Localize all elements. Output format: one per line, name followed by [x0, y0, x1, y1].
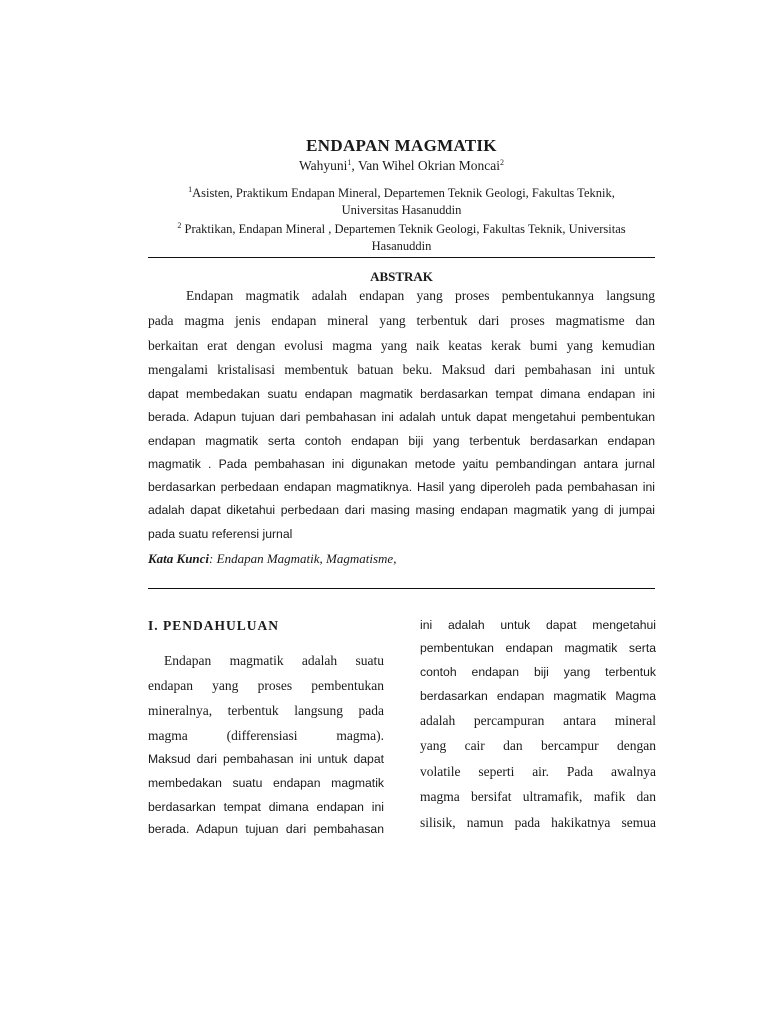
body-line: pembentukan endapan magmatik serta — [420, 641, 656, 655]
body-line: yang cair dan bercampur dengan — [420, 738, 656, 753]
body-line: ini adalah untuk dapat mengetahui — [420, 618, 656, 632]
abstract-line: berada. Adapun tujuan dari pembahasan ini adalah untuk dapat mengetahui pembentukan — [148, 410, 655, 424]
body-line: Maksud dari pembahasan ini untuk dapat — [148, 752, 384, 766]
affiliation-2 — [148, 217, 655, 255]
body-line: berada. Adapun tujuan dari pembahasan — [148, 822, 384, 836]
keywords — [148, 551, 396, 567]
affiliation-superscript: 2 — [177, 221, 182, 230]
body-line: mineralnya, terbentuk langsung pada — [148, 703, 384, 718]
body-line: berdasarkan endapan magmatik Magma — [420, 689, 656, 703]
affiliation-text: Hasanuddin — [371, 239, 432, 253]
author-superscript: 2 — [499, 158, 504, 167]
author-superscript: 1 — [347, 158, 352, 167]
abstract-line: pada magma jenis endapan mineral yang terbentuk dari proses magmatisme dan — [148, 313, 655, 328]
body-line: membedakan suatu endapan magmatik — [148, 776, 384, 790]
body-line: endapan yang proses pembentukan — [148, 678, 384, 693]
abstract-line: mengalami kristalisasi membentuk batuan beku. Maksud dari pembahasan ini untuk — [148, 362, 655, 377]
abstract-line: endapan magmatik serta contoh endapan biji yang terbentuk berdasarkan endapan — [148, 434, 655, 448]
body-line: volatile seperti air. Pada awalnya — [420, 764, 656, 779]
affiliation-text: Asisten, Praktikum Endapan Mineral, Departemen Teknik Geologi, Fakultas Teknik, — [192, 186, 615, 200]
body-line: silisik, namun pada hakikatnya semua — [420, 815, 656, 830]
author-name: Wahyuni — [299, 158, 348, 173]
paper-title: ENDAPAN MAGMATIK — [306, 136, 497, 155]
body-line: magma bersifat ultramafik, mafik dan — [420, 789, 656, 804]
abstract-line: dapat membedakan suatu endapan magmatik berdasarkan tempat dimana endapan ini — [148, 387, 655, 401]
author-name: Van Wihel Okrian Moncai — [357, 158, 500, 173]
abstract-line: berdasarkan perbedaan endapan magmatiknya. Hasil yang diperoleh pada pembahasan ini — [148, 480, 655, 494]
author-separator: , — [351, 158, 358, 173]
body-line: magma (differensiasi magma). — [148, 728, 384, 743]
body-line: berdasarkan tempat dimana endapan ini — [148, 800, 384, 814]
keywords-text: Endapan Magmatik, Magmatisme, — [213, 551, 397, 566]
abstract-line: berkaitan erat dengan evolusi magma yang naik keatas kerak bumi yang kemudian — [148, 338, 655, 353]
body-line: adalah percampuran antara mineral — [420, 713, 656, 728]
author-line — [148, 158, 655, 174]
header-divider — [148, 257, 655, 258]
keywords-colon: : — [209, 551, 214, 566]
abstract-heading: ABSTRAK — [370, 269, 433, 284]
abstract-line: pada suatu referensi jurnal — [148, 527, 293, 541]
abstract-line: adalah dapat diketahui perbedaan dari masing masing endapan magmatik yang di jumpai — [148, 503, 655, 517]
section-heading: I. PENDAHULUAN — [148, 618, 280, 633]
abstract-divider — [148, 588, 655, 589]
keywords-label: Kata Kunci — [148, 551, 210, 566]
abstract-line: Endapan magmatik adalah endapan yang proses pembentukannya langsung — [186, 288, 655, 303]
abstract-line: magmatik . Pada pembahasan ini digunakan metode yaitu pembandingan antara jurnal — [148, 457, 655, 471]
affiliation-text: Universitas Hasanuddin — [341, 203, 462, 217]
affiliation-1 — [148, 181, 655, 219]
affiliation-superscript: 1 — [188, 185, 193, 194]
body-line: contoh endapan biji yang terbentuk — [420, 665, 656, 679]
body-line: Endapan magmatik adalah suatu — [164, 653, 384, 668]
affiliation-text: Praktikan, Endapan Mineral , Departemen Teknik Geologi, Fakultas Teknik, Universitas — [181, 222, 626, 236]
